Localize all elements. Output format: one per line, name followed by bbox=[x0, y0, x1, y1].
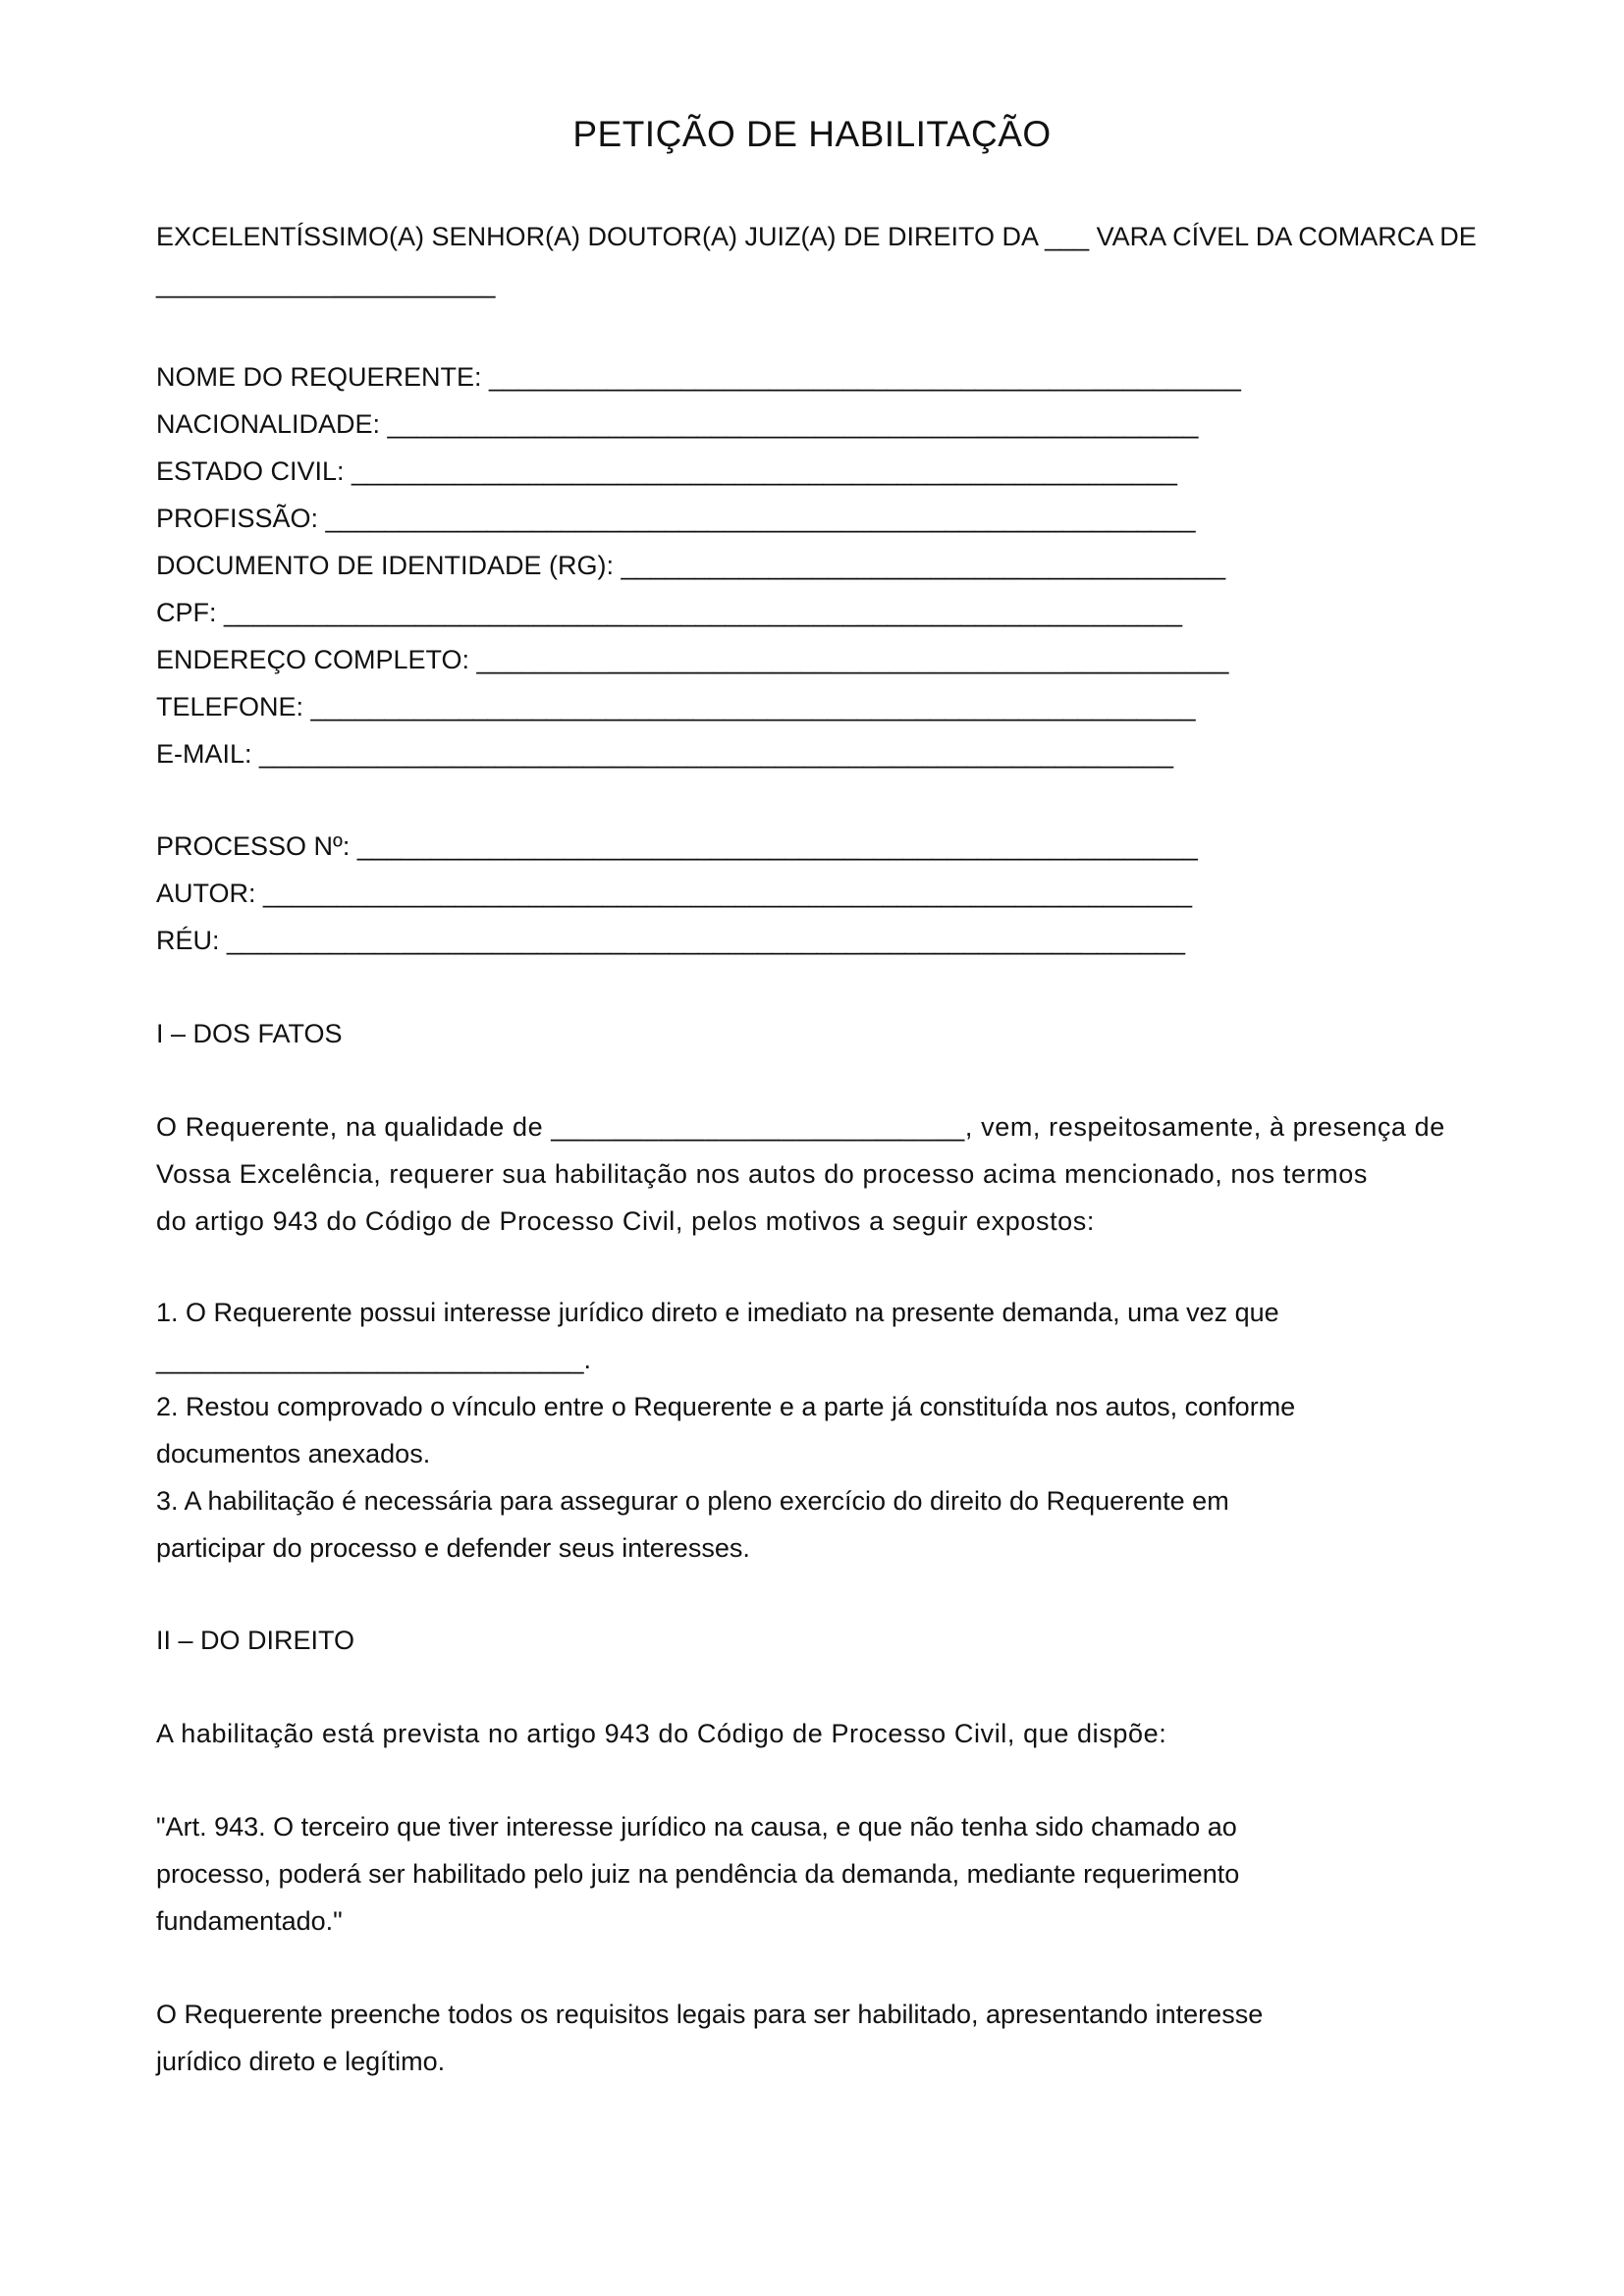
field-autor: AUTOR: _______________________________________________________________ bbox=[156, 879, 1193, 908]
field-nacionalidade: NACIONALIDADE: _______________________________________________________ bbox=[156, 409, 1199, 439]
field-telefone: TELEFONE: ____________________________________________________________ bbox=[156, 692, 1196, 721]
section-heading-direito: II – DO DIREITO bbox=[156, 1626, 355, 1655]
field-endereco: ENDEREÇO COMPLETO: ___________________________________________________ bbox=[156, 645, 1229, 674]
fatos-intro-line-1: O Requerente, na qualidade de ___________________________, vem, respeitosamente, à presença de bbox=[156, 1112, 1445, 1142]
addressee-line-1: EXCELENTÍSSIMO(A) SENHOR(A) DOUTOR(A) JUIZ(A) DE DIREITO DA ___ VARA CÍVEL DA COMARCA DE bbox=[156, 222, 1477, 251]
fatos-intro-line-2: Vossa Excelência, requerer sua habilitação nos autos do processo acima mencionado, nos termos bbox=[156, 1159, 1368, 1189]
fatos-item-1-line-1: 1. O Requerente possui interesse jurídico direto e imediato na presente demanda, uma vez que bbox=[156, 1298, 1279, 1327]
field-cpf: CPF: _________________________________________________________________ bbox=[156, 598, 1183, 627]
fatos-item-2-line-2: documentos anexados. bbox=[156, 1439, 431, 1468]
quote-line-3: fundamentado." bbox=[156, 1906, 343, 1936]
quote-line-1: "Art. 943. O terceiro que tiver interesse jurídico na causa, e que não tenha sido chamado ao bbox=[156, 1812, 1237, 1842]
field-estado-civil: ESTADO CIVIL: ________________________________________________________ bbox=[156, 456, 1177, 486]
fatos-item-1-line-2: _____________________________. bbox=[156, 1345, 591, 1374]
field-profissao: PROFISSÃO: ___________________________________________________________ bbox=[156, 504, 1196, 533]
fatos-item-3-line-2: participar do processo e defender seus interesses. bbox=[156, 1533, 750, 1563]
field-processo: PROCESSO Nº: _________________________________________________________ bbox=[156, 831, 1198, 861]
fatos-item-3-line-1: 3. A habilitação é necessária para assegurar o pleno exercício do direito do Requerente em bbox=[156, 1486, 1229, 1516]
field-email: E-MAIL: ______________________________________________________________ bbox=[156, 739, 1174, 769]
field-rg: DOCUMENTO DE IDENTIDADE (RG): _________________________________________ bbox=[156, 551, 1226, 580]
quote-line-2: processo, poderá ser habilitado pelo juiz na pendência da demanda, mediante requerimento bbox=[156, 1859, 1240, 1889]
conclusion-line-1: O Requerente preenche todos os requisitos legais para ser habilitado, apresentando interesse bbox=[156, 2000, 1264, 2029]
conclusion-line-2: jurídico direto e legítimo. bbox=[156, 2047, 446, 2076]
document-title: PETIÇÃO DE HABILITAÇÃO bbox=[572, 114, 1052, 154]
direito-intro: A habilitação está prevista no artigo 943 do Código de Processo Civil, que dispõe: bbox=[156, 1719, 1167, 1748]
addressee-line-2: _______________________ bbox=[156, 269, 496, 298]
field-reu: RÉU: _________________________________________________________________ bbox=[156, 926, 1186, 955]
field-nome-requerente: NOME DO REQUERENTE: ___________________________________________________ bbox=[156, 362, 1241, 392]
section-heading-fatos: I – DOS FATOS bbox=[156, 1019, 343, 1048]
fatos-intro-line-3: do artigo 943 do Código de Processo Civil, pelos motivos a seguir expostos: bbox=[156, 1206, 1095, 1236]
fatos-item-2-line-1: 2. Restou comprovado o vínculo entre o Requerente e a parte já constituída nos autos, conforme bbox=[156, 1392, 1296, 1421]
